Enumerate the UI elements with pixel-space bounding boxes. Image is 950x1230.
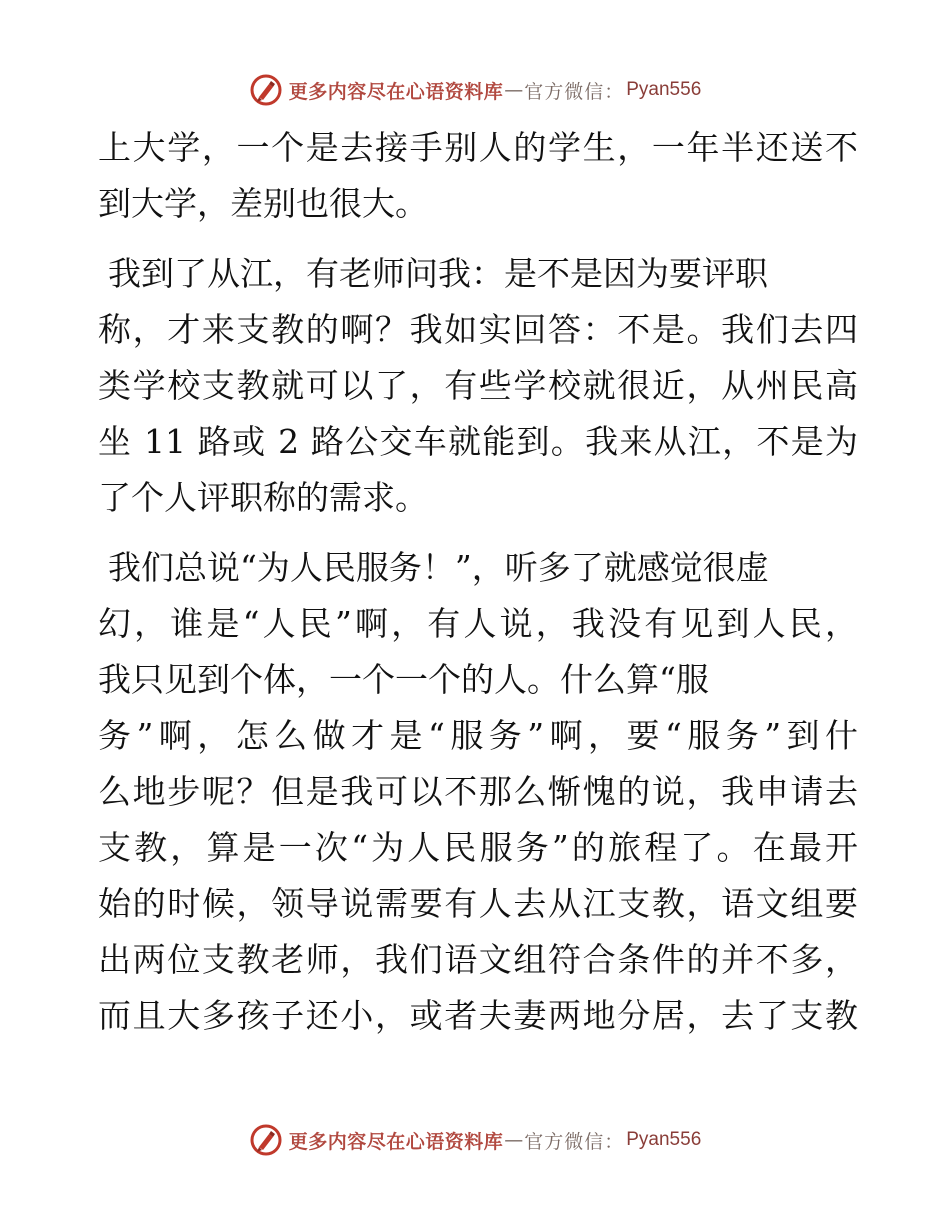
text-line: 我只见到个体，一个一个的人。什么算“服: [98, 660, 709, 699]
header-banner: [0, 70, 950, 110]
text-line: 我们总说“为人民服务！”，听多了就感觉很虚: [108, 548, 769, 587]
text-line: 上大学，一个是去接手别人的学生，一年半还送不: [98, 128, 858, 167]
text-line: 幻，谁是“人民”啊，有人说，我没有见到人民，: [98, 604, 858, 643]
text-line: 了个人评职称的需求。: [98, 478, 428, 517]
text-line: 而且大多孩子还小，或者夫妻两地分居，去了支教: [98, 996, 858, 1035]
paragraph-3: [98, 540, 858, 1044]
pen-circle-logo-icon: [249, 1123, 283, 1157]
banner-main-text: 更多内容尽在心语资料库: [288, 1130, 504, 1153]
banner-text: [289, 1127, 702, 1154]
paragraph-1: [98, 120, 858, 232]
text-line: 坐 11 路或 2 路公交车就能到。我来从江，不是为: [98, 422, 858, 461]
text-line: 类学校支教就可以了，有些学校就很近，从州民高: [98, 366, 858, 405]
paragraph-2: [98, 246, 858, 526]
footer-banner: [0, 1120, 950, 1160]
text-line: 务”啊，怎么做才是“服务”啊，要“服务”到什: [98, 716, 858, 755]
text-line: 我到了从江，有老师问我：是不是因为要评职: [108, 254, 768, 293]
text-line: 到大学，差别也很大。: [98, 184, 428, 223]
banner-label: 官方微信：: [524, 1130, 625, 1153]
banner-label: 官方微信：: [524, 80, 625, 103]
text-line: 出两位支教老师，我们语文组符合条件的并不多，: [98, 940, 858, 979]
text-line: 么地步呢？但是我可以不那么惭愧的说，我申请去: [98, 772, 858, 811]
text-line: 称，才来支教的啊？我如实回答：不是。我们去四: [98, 310, 858, 349]
text-line: 始的时候，领导说需要有人去从江支教，语文组要: [98, 884, 858, 923]
banner-dash: —: [504, 1129, 524, 1151]
banner-main-text: 更多内容尽在心语资料库: [288, 80, 504, 103]
pen-circle-logo-icon: [249, 73, 283, 107]
banner-text: [289, 77, 702, 104]
text-line: 支教，算是一次“为人民服务”的旅程了。在最开: [98, 828, 858, 867]
banner-wechat-id: Pyan556: [626, 1129, 702, 1150]
banner-wechat-id: Pyan556: [626, 79, 702, 100]
document-body: [98, 120, 858, 1100]
banner-dash: —: [504, 79, 524, 101]
